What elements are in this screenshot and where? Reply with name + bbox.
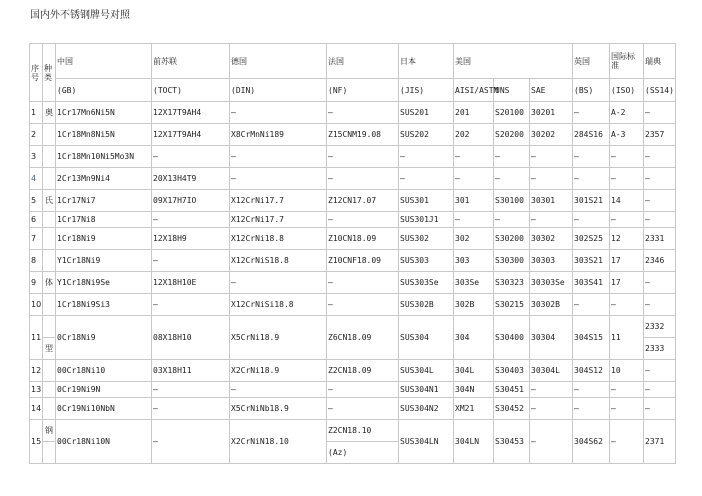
type-char (43, 382, 56, 398)
header-sweden: 瑞典 (644, 44, 676, 79)
gb-cell: 00Cr18Ni10N (56, 420, 152, 464)
sae-cell: — (530, 382, 573, 398)
tost-cell: — (152, 250, 230, 272)
bs-cell: — (573, 212, 610, 228)
nf-cell: Z6CN18.09 (327, 316, 399, 360)
iso-cell: — (610, 398, 644, 420)
table-row (30, 146, 676, 168)
row-number: 6 (30, 212, 43, 228)
iso-cell: 17 (610, 250, 644, 272)
bs-cell: 303S21 (573, 250, 610, 272)
page-title: 国内外不锈钢牌号对照 (30, 10, 130, 21)
sae-cell: 30202 (530, 124, 573, 146)
din-cell: X12CrNiSi18.8 (230, 294, 327, 316)
sae-cell: 30302 (530, 228, 573, 250)
sae-cell: 30303 (530, 250, 573, 272)
din-cell: X8CrMnNi189 (230, 124, 327, 146)
tost-cell: 12X18H10E (152, 272, 230, 294)
tost-cell: 20X13H4T9 (152, 168, 230, 190)
iso-cell: — (610, 382, 644, 398)
uns-cell: S30200 (494, 228, 530, 250)
row-number: 15 (30, 420, 43, 464)
row-number: 9 (30, 272, 43, 294)
iso-cell: — (610, 168, 644, 190)
ss-cell: 2333 (644, 338, 676, 360)
gb-cell: 2Cr13Mn9Ni4 (56, 168, 152, 190)
gb-cell: 0Cr18Ni9 (56, 316, 152, 360)
gb-cell: 0Cr19Ni9N (56, 382, 152, 398)
ss-cell: — (644, 102, 676, 124)
uns-cell: S30453 (494, 420, 530, 464)
aisi-cell: 302 (454, 228, 494, 250)
type-char (43, 398, 56, 420)
sae-cell: — (530, 168, 573, 190)
type-char (43, 294, 56, 316)
uns-cell: S20200 (494, 124, 530, 146)
bs-cell: 304S62 (573, 420, 610, 464)
din-cell: X12CrNi17.7 (230, 190, 327, 212)
gb-cell: Y1Cr18Ni9 (56, 250, 152, 272)
table-row (30, 420, 676, 442)
uns-cell: S30215 (494, 294, 530, 316)
type-char (43, 360, 56, 382)
uns-cell: S30323 (494, 272, 530, 294)
tost-cell: — (152, 382, 230, 398)
bs-cell: — (573, 294, 610, 316)
gb-cell: 1Cr17Mn6Ni5N (56, 102, 152, 124)
header-aisi: AISI/ASTM (454, 79, 494, 102)
jis-cell: SUS304LN (399, 420, 454, 464)
aisi-cell: XM21 (454, 398, 494, 420)
ss-cell: — (644, 212, 676, 228)
gb-cell: 1Cr18Mn8Ni5N (56, 124, 152, 146)
type-char (43, 442, 56, 464)
bs-cell: — (573, 382, 610, 398)
aisi-cell: 201 (454, 102, 494, 124)
header-china: 中国 (56, 44, 152, 79)
type-char (43, 228, 56, 250)
sae-cell: — (530, 212, 573, 228)
header-jis: (JIS) (399, 79, 454, 102)
header-uns: UNS (494, 79, 530, 102)
header-tost: (TOCT) (152, 79, 230, 102)
din-cell: X5CrNi18.9 (230, 316, 327, 360)
din-cell: — (230, 146, 327, 168)
sae-cell: 30304 (530, 316, 573, 360)
iso-cell: 10 (610, 360, 644, 382)
gb-cell: 1Cr17Ni7 (56, 190, 152, 212)
nf-cell: — (327, 168, 399, 190)
jis-cell: SUS303Se (399, 272, 454, 294)
nf-cell: Z2CN18.09 (327, 360, 399, 382)
din-cell: — (230, 102, 327, 124)
row-number: 13 (30, 382, 43, 398)
ss-cell: 2371 (644, 420, 676, 464)
sae-cell: — (530, 146, 573, 168)
type-char (43, 124, 56, 146)
sae-cell: 30304L (530, 360, 573, 382)
row-number: 12 (30, 360, 43, 382)
bs-cell: 302S25 (573, 228, 610, 250)
row-number: 1 (30, 102, 43, 124)
gb-cell: 0Cr19Ni10NbN (56, 398, 152, 420)
ss-cell: — (644, 398, 676, 420)
ss-cell: — (644, 294, 676, 316)
jis-cell: SUS301 (399, 190, 454, 212)
ss-cell: 2346 (644, 250, 676, 272)
header-type: 种类 (43, 44, 56, 102)
ss-cell: — (644, 190, 676, 212)
gb-cell: 1Cr18Ni9 (56, 228, 152, 250)
row-number: 11 (30, 316, 43, 360)
header-ss: (SS14) (644, 79, 676, 102)
sae-cell: — (530, 420, 573, 464)
jis-cell: SUS302B (399, 294, 454, 316)
table-row (30, 168, 676, 190)
tost-cell: — (152, 146, 230, 168)
tost-cell: 12X18H9 (152, 228, 230, 250)
type-char (43, 146, 56, 168)
aisi-cell: 304L (454, 360, 494, 382)
type-char (43, 168, 56, 190)
jis-cell: — (399, 146, 454, 168)
header-uk: 英国 (573, 44, 610, 79)
gb-cell: 1Cr18Ni9Si3 (56, 294, 152, 316)
ss-cell: 2357 (644, 124, 676, 146)
bs-cell: 303S41 (573, 272, 610, 294)
table-row (30, 382, 676, 398)
ss-cell: — (644, 360, 676, 382)
tost-cell: — (152, 420, 230, 464)
nf-cell: — (327, 102, 399, 124)
nf-cell: — (327, 382, 399, 398)
nf-cell: — (327, 294, 399, 316)
aisi-cell: 301 (454, 190, 494, 212)
header-usa: 美国 (454, 44, 573, 79)
bs-cell: 304S12 (573, 360, 610, 382)
uns-cell: S20100 (494, 102, 530, 124)
header-japan: 日本 (399, 44, 454, 79)
header-row-codes (30, 79, 676, 102)
type-char: 体 (43, 272, 56, 294)
din-cell: X12CrNiS18.8 (230, 250, 327, 272)
tost-cell: 03X18H11 (152, 360, 230, 382)
jis-cell: SUS202 (399, 124, 454, 146)
uns-cell: S30452 (494, 398, 530, 420)
header-france: 法国 (327, 44, 399, 79)
ss-cell: — (644, 168, 676, 190)
nf-cell: — (327, 146, 399, 168)
iso-cell: A-3 (610, 124, 644, 146)
nf-cell: Z2CN18.10 (327, 420, 399, 442)
type-char: 型 (43, 338, 56, 360)
header-seq: 序号 (30, 44, 43, 102)
sae-cell: 30301 (530, 190, 573, 212)
table-row (30, 190, 676, 212)
ss-cell: — (644, 272, 676, 294)
jis-cell: SUS201 (399, 102, 454, 124)
aisi-cell: 303Se (454, 272, 494, 294)
aisi-cell: — (454, 168, 494, 190)
tost-cell: — (152, 294, 230, 316)
uns-cell: S30300 (494, 250, 530, 272)
nf-cell: Z10CNF18.09 (327, 250, 399, 272)
sae-cell: 30303Se (530, 272, 573, 294)
tost-cell: 12X17T9AH4 (152, 124, 230, 146)
iso-cell: A-2 (610, 102, 644, 124)
header-gb: (GB) (56, 79, 152, 102)
header-iso: 国际标准 (610, 44, 644, 79)
type-char (43, 212, 56, 228)
jis-cell: SUS304N2 (399, 398, 454, 420)
din-cell: X2CrNiN18.10 (230, 420, 327, 464)
uns-cell: S30400 (494, 316, 530, 360)
header-row-countries (30, 44, 676, 79)
din-cell: X12CrNi18.8 (230, 228, 327, 250)
row-number: 14 (30, 398, 43, 420)
nf-cell: Z12CN17.07 (327, 190, 399, 212)
row-number: 7 (30, 228, 43, 250)
din-cell: X2CrNi18.9 (230, 360, 327, 382)
jis-cell: — (399, 168, 454, 190)
grade-comparison-table (29, 43, 676, 464)
iso-cell: 14 (610, 190, 644, 212)
uns-cell: — (494, 146, 530, 168)
row-number: 10 (30, 294, 43, 316)
ss-cell: — (644, 146, 676, 168)
nf-cell: — (327, 398, 399, 420)
aisi-cell: 303 (454, 250, 494, 272)
nf-cell: — (327, 212, 399, 228)
nf-cell: — (327, 272, 399, 294)
type-char: 氏 (43, 190, 56, 212)
header-germany: 德国 (230, 44, 327, 79)
ss-cell: 2332 (644, 316, 676, 338)
tost-cell: 12X17T9AH4 (152, 102, 230, 124)
table-row (30, 294, 676, 316)
table-row (30, 102, 676, 124)
jis-cell: SUS303 (399, 250, 454, 272)
header-din: (DIN) (230, 79, 327, 102)
row-number: 8 (30, 250, 43, 272)
aisi-cell: 202 (454, 124, 494, 146)
table-row (30, 360, 676, 382)
bs-cell: — (573, 168, 610, 190)
header-nf: (NF) (327, 79, 399, 102)
tost-cell: 09X17H7IO (152, 190, 230, 212)
table-row (30, 398, 676, 420)
nf-cell: Z10CN18.09 (327, 228, 399, 250)
row-number: 2 (30, 124, 43, 146)
bs-cell: — (573, 102, 610, 124)
bs-cell: 284S16 (573, 124, 610, 146)
jis-cell: SUS304 (399, 316, 454, 360)
sae-cell: 30302B (530, 294, 573, 316)
din-cell: — (230, 272, 327, 294)
aisi-cell: 304N (454, 382, 494, 398)
row-number: 3 (30, 146, 43, 168)
aisi-cell: 304LN (454, 420, 494, 464)
sae-cell: 30201 (530, 102, 573, 124)
nf-cell: (Az) (327, 442, 399, 464)
din-cell: X5CrNiNb18.9 (230, 398, 327, 420)
bs-cell: 304S15 (573, 316, 610, 360)
jis-cell: SUS301J1 (399, 212, 454, 228)
iso-cell: — (610, 146, 644, 168)
gb-cell: 1Cr17Ni8 (56, 212, 152, 228)
iso-cell: 12 (610, 228, 644, 250)
table-row (30, 212, 676, 228)
table-row (30, 316, 676, 338)
row-number: 5 (30, 190, 43, 212)
aisi-cell: — (454, 212, 494, 228)
bs-cell: — (573, 146, 610, 168)
tost-cell: 08X18H10 (152, 316, 230, 360)
aisi-cell: — (454, 146, 494, 168)
din-cell: X12CrNi17.7 (230, 212, 327, 228)
din-cell: — (230, 168, 327, 190)
header-sae: SAE (530, 79, 573, 102)
jis-cell: SUS304N1 (399, 382, 454, 398)
header-ussr: 前苏联 (152, 44, 230, 79)
type-char (43, 316, 56, 338)
jis-cell: SUS302 (399, 228, 454, 250)
sae-cell: — (530, 398, 573, 420)
row-number: 4 (30, 168, 43, 190)
type-char (43, 250, 56, 272)
tost-cell: — (152, 212, 230, 228)
table-row (30, 272, 676, 294)
gb-cell: 1Cr18Mn10Ni5Mo3N (56, 146, 152, 168)
iso-cell: 17 (610, 272, 644, 294)
uns-cell: S30451 (494, 382, 530, 398)
tost-cell: — (152, 398, 230, 420)
uns-cell: S30100 (494, 190, 530, 212)
gb-cell: Y1Cr18Ni9Se (56, 272, 152, 294)
jis-cell: SUS304L (399, 360, 454, 382)
bs-cell: 301S21 (573, 190, 610, 212)
uns-cell: S30403 (494, 360, 530, 382)
iso-cell: — (610, 294, 644, 316)
din-cell: — (230, 382, 327, 398)
bs-cell: — (573, 398, 610, 420)
header-isocode: (ISO) (610, 79, 644, 102)
iso-cell: — (610, 212, 644, 228)
nf-cell: Z15CNM19.08 (327, 124, 399, 146)
ss-cell: 2331 (644, 228, 676, 250)
table-row (30, 124, 676, 146)
table-row (30, 228, 676, 250)
header-bs: (BS) (573, 79, 610, 102)
table-row (30, 250, 676, 272)
uns-cell: — (494, 168, 530, 190)
iso-cell: — (610, 420, 644, 464)
iso-cell: 11 (610, 316, 644, 360)
gb-cell: 00Cr18Ni10 (56, 360, 152, 382)
uns-cell: — (494, 212, 530, 228)
type-char: 奥 (43, 102, 56, 124)
ss-cell: — (644, 382, 676, 398)
aisi-cell: 304 (454, 316, 494, 360)
type-char: 钢 (43, 420, 56, 442)
aisi-cell: 302B (454, 294, 494, 316)
